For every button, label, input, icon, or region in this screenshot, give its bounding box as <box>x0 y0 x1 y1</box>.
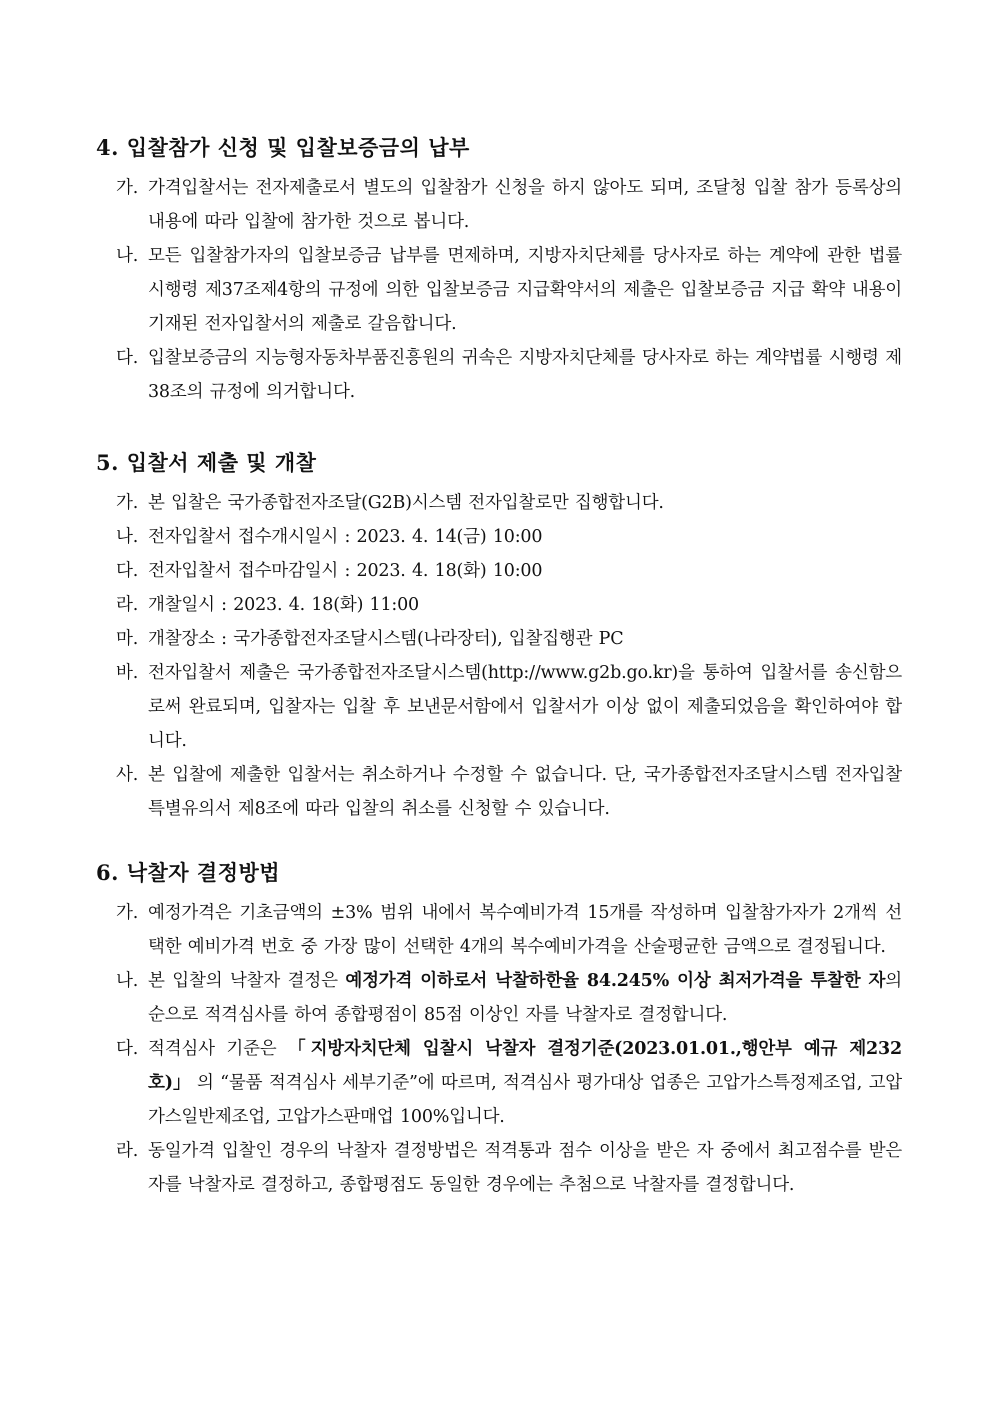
section-heading: 5. 입찰서 제출 및 개찰 <box>96 450 317 475</box>
item-marker: 가. <box>116 493 139 513</box>
list-item <box>96 896 902 964</box>
item-marker: 나. <box>116 246 139 266</box>
list-item <box>96 486 902 520</box>
section-award-method <box>96 858 902 1202</box>
item-text: 동일가격 입찰인 경우의 낙찰자 결정방법은 적격통과 점수 이상을 받은 자 중에서 최고점수를 받은 자를 낙찰자로 결정하고, 종합평점도 동일한 경우에는 추첨으로 낙찰자를 결정합니다. <box>148 1141 902 1195</box>
item-text: 전자입찰서 접수개시일시 : 2023. 4. 14(금) 10:00 <box>148 527 543 547</box>
list-item <box>96 520 902 554</box>
item-text-post: 의 순으로 적격심사를 하여 종합평점이 85점 이상인 자를 낙찰자로 결정합니다. <box>148 971 902 1025</box>
item-marker: 라. <box>116 1141 139 1161</box>
item-marker: 라. <box>116 595 139 615</box>
list-item <box>96 171 902 239</box>
item-text: 본 입찰에 제출한 입찰서는 취소하거나 수정할 수 없습니다. 단, 국가종합전자조달시스템 전자입찰특별유의서 제8조에 따라 입찰의 취소를 신청할 수 있습니다. <box>148 765 902 819</box>
item-marker: 다. <box>116 561 139 581</box>
section-bid-application <box>96 133 902 409</box>
list-item <box>96 588 902 622</box>
item-text-pre: 본 입찰의 낙찰자 결정은 <box>148 971 346 991</box>
section-bid-submission <box>96 448 902 826</box>
item-marker: 나. <box>116 971 139 991</box>
item-text: 전자입찰서 제출은 국가종합전자조달시스템(http://www.g2b.go.kr)을 통하여 입찰서를 송신함으로써 완료되며, 입찰자는 입찰 후 보낸문서함에서 입찰서가 이상 없이 제출되었음을 확인하여야 합니다. <box>148 663 902 751</box>
item-text: 개찰장소 : 국가종합전자조달시스템(나라장터), 입찰집행관 PC <box>148 629 624 649</box>
list-item <box>96 554 902 588</box>
item-text: 전자입찰서 접수마감일시 : 2023. 4. 18(화) 10:00 <box>148 561 543 581</box>
list-item <box>96 964 902 1032</box>
list-item <box>96 656 902 758</box>
item-marker: 가. <box>116 903 139 923</box>
item-marker: 가. <box>116 178 139 198</box>
section-heading: 4. 입찰참가 신청 및 입찰보증금의 납부 <box>96 135 470 160</box>
list-item <box>96 622 902 656</box>
item-marker: 다. <box>116 1039 139 1059</box>
list-item <box>96 1134 902 1202</box>
item-text: 입찰보증금의 지능형자동차부품진흥원의 귀속은 지방자치단체를 당사자로 하는 계약법률 시행령 제38조의 규정에 의거합니다. <box>148 348 902 402</box>
item-text: 예정가격은 기초금액의 ±3% 범위 내에서 복수예비가격 15개를 작성하며 입찰참가자가 2개씩 선택한 예비가격 번호 중 가장 많이 선택한 4개의 복수예비가격을 산술평균한 금액으로 결정됩니다. <box>148 903 902 957</box>
item-text: 모든 입찰참가자의 입찰보증금 납부를 면제하며, 지방자치단체를 당사자로 하는 계약에 관한 법률 시행령 제37조제4항의 규정에 의한 입찰보증금 지급확약서의 제출은 입찰보증금 지급 확약 내용이 기재된 전자입찰서의 제출로 갈음합니다. <box>148 246 902 334</box>
item-text: 개찰일시 : 2023. 4. 18(화) 11:00 <box>148 595 419 615</box>
list-item <box>96 239 902 341</box>
item-text-pre: 적격심사 기준은 <box>148 1039 289 1059</box>
list-item <box>96 758 902 826</box>
item-text: 가격입찰서는 전자제출로서 별도의 입찰참가 신청을 하지 않아도 되며, 조달청 입찰 참가 등록상의 내용에 따라 입찰에 참가한 것으로 봅니다. <box>148 178 902 232</box>
section-heading: 6. 낙찰자 결정방법 <box>96 860 281 885</box>
item-marker: 나. <box>116 527 139 547</box>
item-marker: 다. <box>116 348 139 368</box>
item-text-post: 의 “물품 적격심사 세부기준”에 따르며, 적격심사 평가대상 업종은 고압가스특정제조업, 고압가스일반제조업, 고압가스판매업 100%입니다. <box>148 1073 902 1127</box>
list-item <box>96 341 902 409</box>
list-item <box>96 1032 902 1134</box>
item-text: 본 입찰은 국가종합전자조달(G2B)시스템 전자입찰로만 집행합니다. <box>148 493 664 513</box>
item-marker: 마. <box>116 629 139 649</box>
item-text-bold: 예정가격 이하로서 낙찰하한율 84.245% 이상 최저가격을 투찰한 자 <box>345 971 886 991</box>
item-marker: 바. <box>116 663 139 683</box>
item-marker: 사. <box>116 765 139 785</box>
item-text-bold: 「지방자치단체 입찰시 낙찰자 결정기준(2023.01.01.,행안부 예규 제232호)」 <box>148 1039 902 1093</box>
